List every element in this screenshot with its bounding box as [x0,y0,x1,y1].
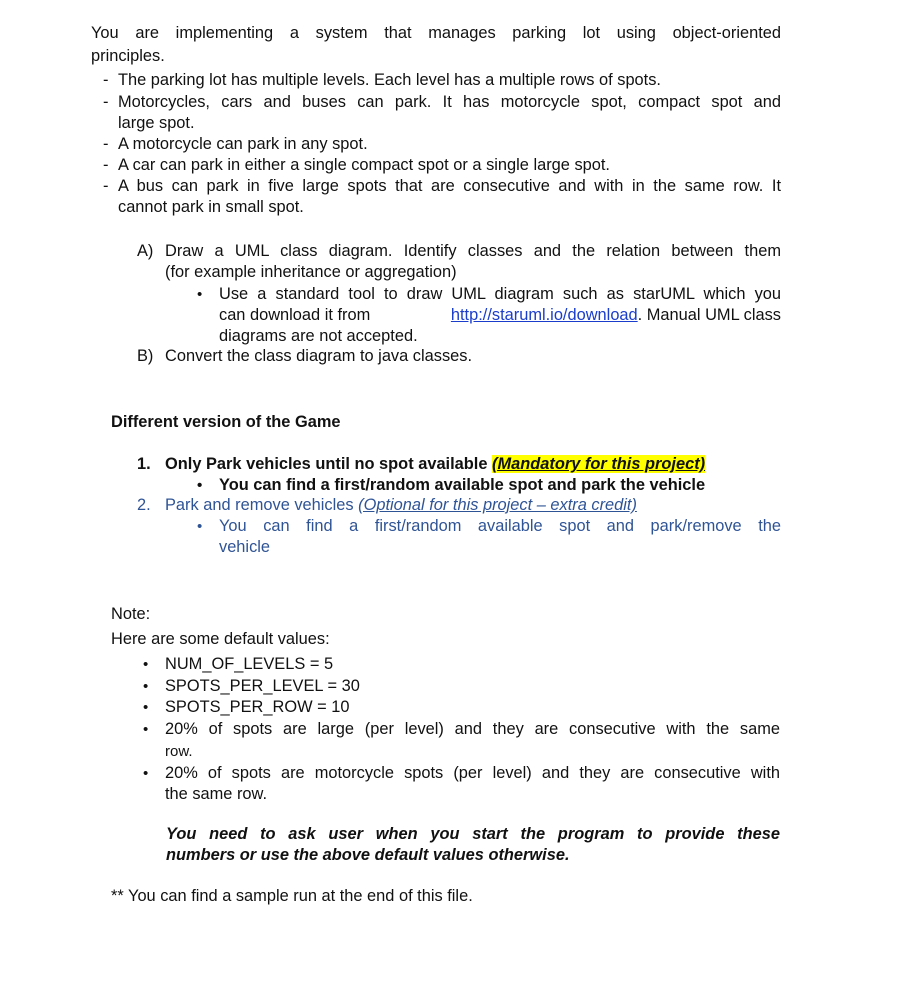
default-item: SPOTS_PER_ROW = 10 [165,698,350,716]
instruction-line-1: You need to ask user when you start the program to provide these [166,825,780,843]
version-1-sub: You can find a first/random available spot and park the vehicle [219,476,706,494]
requirement-item: Motorcycles, cars and buses can park. It has motorcycle spot, compact spot and [118,93,781,111]
task-a-marker: A) [137,242,154,260]
default-bullet: • [143,656,149,673]
task-a-bullet: • [197,286,203,303]
requirement-dash: - [103,93,109,111]
version-1-bullet: • [197,477,203,494]
optional-tag: (Optional for this project – extra credit) [358,496,637,514]
versions-heading: Different version of the Game [111,413,341,431]
version-2-marker: 2. [137,496,151,514]
default-item: NUM_OF_LEVELS = 5 [165,655,334,673]
version-1-marker: 1. [137,455,151,473]
requirement-dash: - [103,71,109,89]
note-label: Note: [111,605,151,623]
mandatory-tag: (Mandatory for this project) [492,455,706,473]
task-a-sub-text: can download it from [219,306,371,324]
default-bullet: • [143,678,149,695]
task-a-line-2: (for example inheritance or aggregation) [165,263,457,281]
sample-run-note: ** You can find a sample run at the end of this file. [111,887,473,905]
requirement-dash: - [103,177,109,195]
version-2-text: Park and remove vehicles [165,496,354,514]
default-item-cont: row. [165,743,193,760]
task-a-line-1: Draw a UML class diagram. Identify classes and the relation between them [165,242,781,260]
task-a-sub-line-1: Use a standard tool to draw UML diagram such as starUML which you [219,285,781,303]
task-b-text: Convert the class diagram to java classes. [165,347,473,365]
default-item: SPOTS_PER_LEVEL = 30 [165,677,360,695]
version-2-sub-line-1: You can find a first/random available spot and park/remove the [219,517,781,535]
staruml-download-link[interactable]: http://staruml.io/download [450,306,638,324]
task-b-marker: B) [137,347,154,365]
version-1-line [165,454,705,475]
requirement-item-cont: large spot. [118,114,195,132]
version-2-line [165,495,637,516]
default-item: 20% of spots are motorcycle spots (per level) and they are consecutive with [165,764,780,782]
note-intro: Here are some default values: [111,630,330,648]
default-bullet: • [143,765,149,782]
requirement-item: A car can park in either a single compact spot or a single large spot. [118,156,610,174]
version-2-sub-line-2: vehicle [219,538,271,556]
default-bullet: • [143,699,149,716]
intro-line-2: principles. [91,47,165,65]
default-item: 20% of spots are large (per level) and they are consecutive with the same [165,720,780,738]
requirement-dash: - [103,156,109,174]
instruction-line-2: numbers or use the above default values otherwise. [166,846,570,864]
requirement-dash: - [103,135,109,153]
task-a-sub-text-post: . Manual UML class [637,306,781,324]
task-a-sub-line-2 [219,305,781,326]
task-a-sub-line-3: diagrams are not accepted. [219,327,418,345]
requirement-item: A motorcycle can park in any spot. [118,135,368,153]
version-1-text: Only Park vehicles until no spot available [165,455,488,473]
requirement-item: A bus can park in five large spots that are consecutive and with in the same row. It [118,177,781,195]
intro-line-1: You are implementing a system that manages parking lot using object-oriented [91,24,781,42]
default-bullet: • [143,721,149,738]
requirement-item: The parking lot has multiple levels. Each level has a multiple rows of spots. [118,71,661,89]
default-item-cont: the same row. [165,785,268,803]
version-2-bullet: • [197,518,203,535]
requirement-item-cont: cannot park in small spot. [118,198,304,216]
